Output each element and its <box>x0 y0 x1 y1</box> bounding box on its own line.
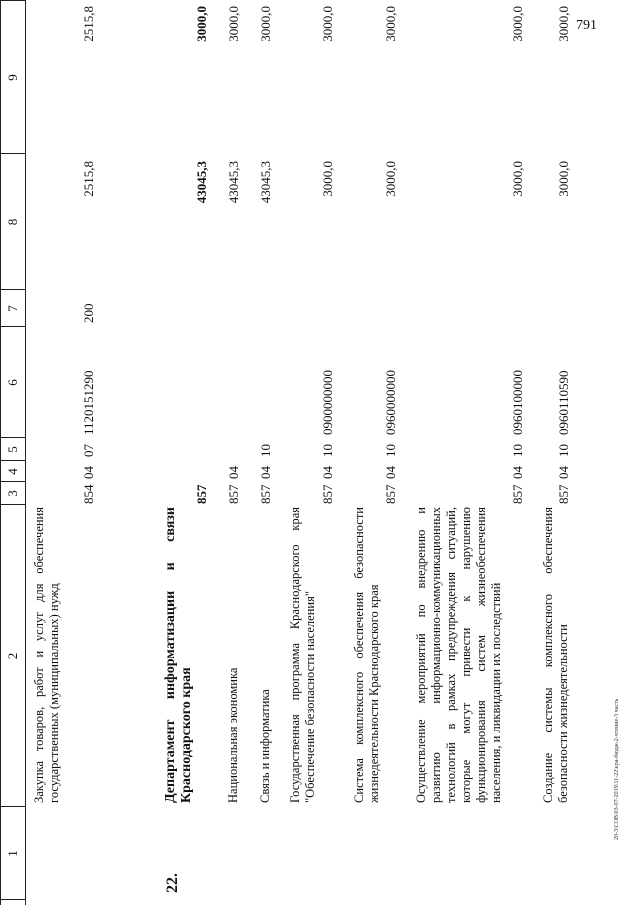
header-col-2: 2 <box>5 652 20 660</box>
row-c5: 10 <box>510 444 525 457</box>
row-c4: 04 <box>383 466 398 479</box>
row-c9: 3000,0 <box>226 6 241 42</box>
row-c3: 857 <box>556 484 571 504</box>
row-c4: 04 <box>320 466 335 479</box>
row-c8: 43045,3 <box>194 161 209 204</box>
row-c9: 3000,0 <box>556 6 571 42</box>
row-c4: 04 <box>556 466 571 479</box>
row-c4: 04 <box>258 466 273 479</box>
row-c3: 854 <box>81 484 96 504</box>
row-name: Связь и информатика <box>258 689 272 803</box>
header-col-6: 6 <box>5 379 20 386</box>
row-c6: 0900000000 <box>320 370 335 435</box>
row-name: Осуществление мероприятий по внедрению и развитию информационно-коммуникационных технологий в рамках предупреждения ситуаций, которые могут привести к нарушению функционирования систем жизнеобеспечения населения, и ликвидации их последствий <box>414 507 503 803</box>
row-c9: 3000,0 <box>320 6 335 42</box>
row-c8: 3000,0 <box>320 161 335 197</box>
row-c5: 10 <box>320 444 335 457</box>
row-c3: 857 <box>226 484 241 504</box>
row-c8: 3000,0 <box>383 161 398 197</box>
row-name: Закупка товаров, работ и услуг для обеспечения государственных (муниципальных) нужд <box>32 507 61 803</box>
row-name: Департамент информатизации и связи Краснодарского края <box>163 507 194 803</box>
row-c5: 10 <box>556 444 571 457</box>
row-c9: 3000,0 <box>258 6 273 42</box>
row-name: Создание системы комплексного обеспечения безопасности жизнедеятельности <box>541 507 570 803</box>
row-c3: 857 <box>383 484 398 504</box>
row-c9: 2515,8 <box>81 6 96 42</box>
header-col-4: 4 <box>5 468 20 475</box>
row-name: Система комплексного обеспечения безопасности жизнедеятельности Краснодарского края <box>352 507 381 803</box>
header-col-1: 1 <box>5 850 20 857</box>
row-c7: 200 <box>81 303 96 323</box>
row-c6: 1120151290 <box>81 370 96 435</box>
row-c3: 857 <box>258 484 273 504</box>
row-c4: 04 <box>226 466 241 479</box>
row-c4: 04 <box>510 466 525 479</box>
row-c8: 43045,3 <box>226 161 241 204</box>
row-name: Национальная экономика <box>226 667 240 803</box>
footer-code: 20-3\СОВ\03-07-2019\11-22\кра-бюдж-2-чтение-3 часть <box>614 698 620 840</box>
header-col-3: 3 <box>5 490 20 497</box>
row-c3: 857 <box>510 484 525 504</box>
row-c4: 04 <box>81 466 96 479</box>
row-c8: 3000,0 <box>556 161 571 197</box>
row-c9: 3000,0 <box>383 6 398 42</box>
row-c8: 2515,8 <box>81 161 96 197</box>
row-c3: 857 <box>320 484 335 504</box>
header-col-8: 8 <box>5 218 20 226</box>
row-name: Государственная программа Краснодарского края "Обеспечение безопасности населения" <box>288 507 317 803</box>
row-c9: 3000,0 <box>194 6 209 42</box>
row-number: 22. <box>164 873 181 893</box>
row-c6: 0960000000 <box>383 370 398 435</box>
row-c9: 3000,0 <box>510 6 525 42</box>
row-c6: 0960100000 <box>510 370 525 435</box>
row-c5: 10 <box>258 444 273 457</box>
row-c8: 43045,3 <box>258 161 273 204</box>
row-c6: 0960110590 <box>556 370 571 435</box>
page-number: 791 <box>576 18 597 33</box>
header-col-5: 5 <box>5 446 20 453</box>
row-c3: 857 <box>194 484 209 504</box>
header-col-7: 7 <box>5 305 20 312</box>
header-col-9: 9 <box>5 74 20 81</box>
row-c5: 07 <box>81 444 96 457</box>
row-c8: 3000,0 <box>510 161 525 197</box>
row-c5: 10 <box>383 444 398 457</box>
